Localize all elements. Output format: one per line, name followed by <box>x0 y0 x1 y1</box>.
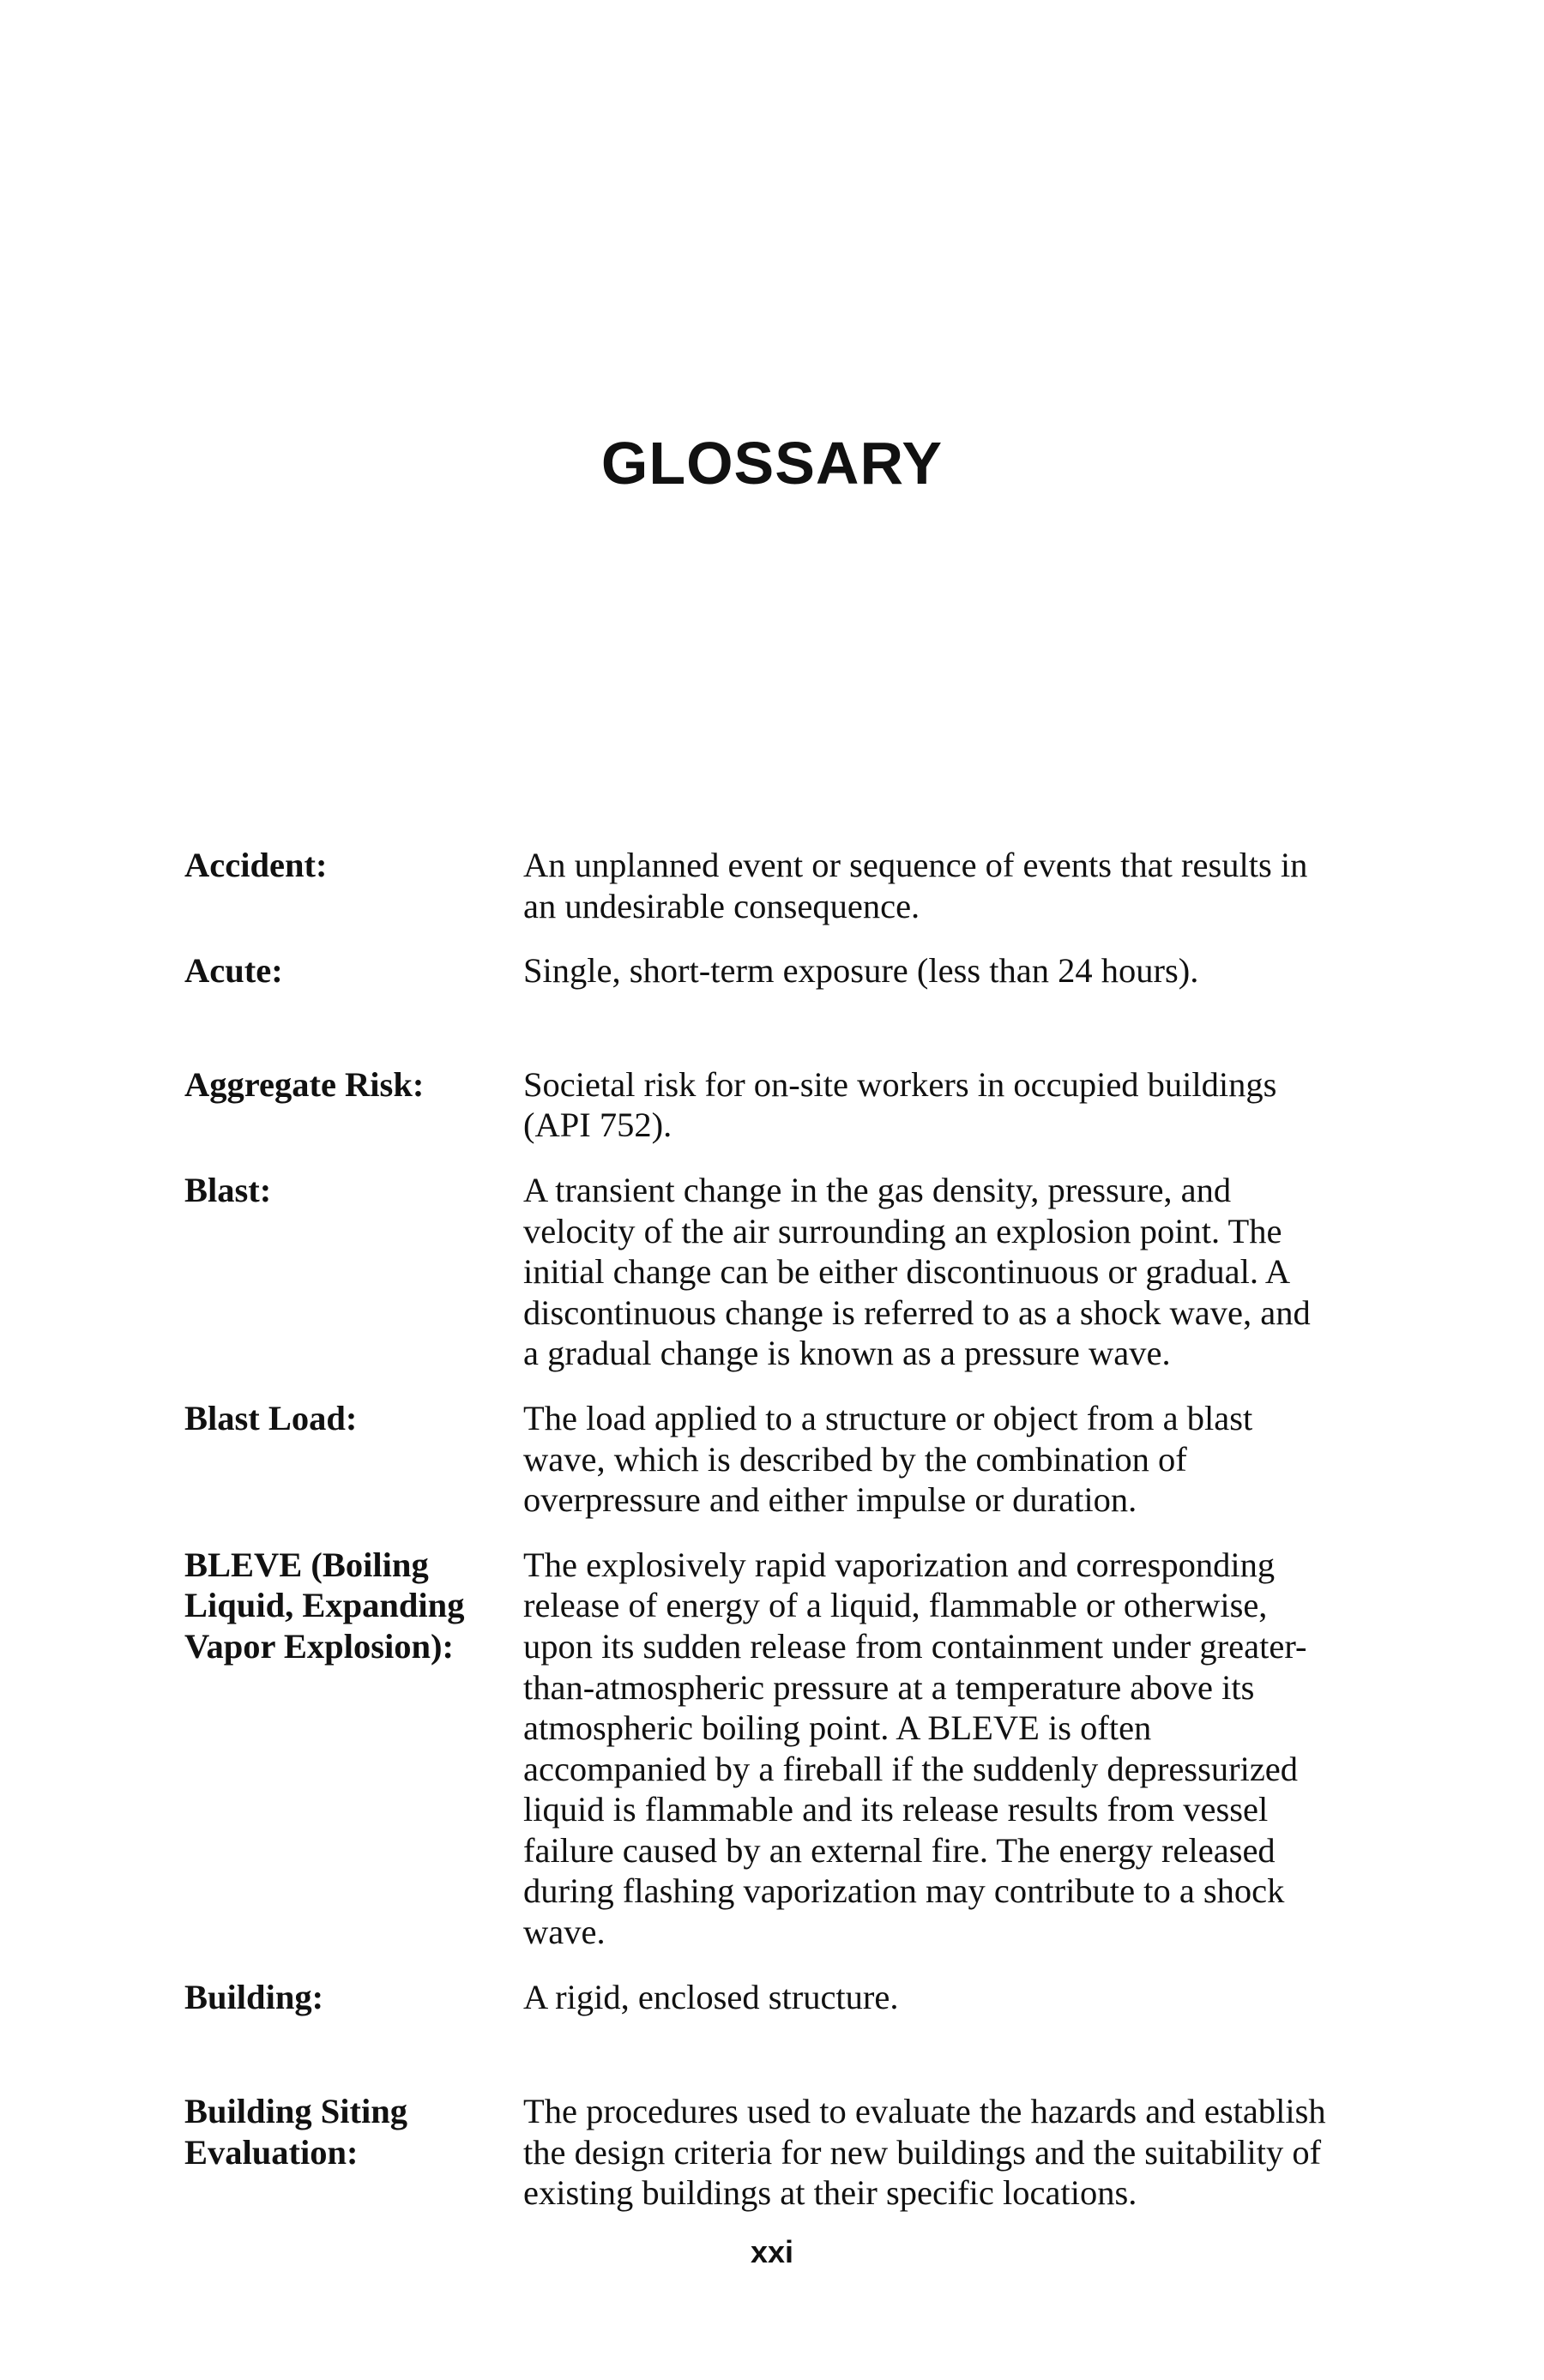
glossary-entry-aggregate-risk <box>184 1064 1385 1146</box>
glossary-entry-blast-load <box>184 1398 1385 1521</box>
glossary-term: Aggregate Risk: <box>184 1064 425 1104</box>
glossary-term: Building Siting Evaluation: <box>184 2092 408 2172</box>
glossary-term: BLEVE (Boiling Liquid, Expanding Vapor Explosion): <box>184 1545 465 1666</box>
glossary-definition: The explosively rapid vaporization and corresponding release of energy of a liquid, flammable or otherwise, upon its sudden release from containment under greater- than-atmospheric pressure at a temperature above its atmospheric boiling point. A BLEVE is often accompanied by a fireball if the suddenly depressurized liquid is flammable and its release results from vessel failure caused by an external fire. The energy released during flashing vaporization may contribute to a shock wave. <box>523 1545 1307 1952</box>
glossary-definition: An unplanned event or sequence of events that results in an undesirable consequence. <box>523 846 1308 925</box>
glossary-term: Acute: <box>184 951 283 991</box>
glossary-term: Building: <box>184 1977 324 2016</box>
page-number: xxi <box>750 2234 794 2269</box>
glossary-definition: The procedures used to evaluate the hazards and establish the design criteria for new buildings and the suitability of existing buildings at their specific locations. <box>523 2092 1326 2213</box>
glossary-definition: Societal risk for on-site workers in occupied buildings (API 752). <box>523 1064 1277 1145</box>
glossary-entry-accident <box>184 845 1385 926</box>
glossary-entry-blast <box>184 1170 1385 1374</box>
glossary-entry-building <box>184 1977 1385 2018</box>
glossary-term: Blast: <box>184 1170 272 1209</box>
glossary-term: Blast Load: <box>184 1398 358 1437</box>
glossary-list <box>184 845 1385 2214</box>
page-title: GLOSSARY <box>600 430 944 497</box>
glossary-entry-bleve <box>184 1545 1385 1953</box>
glossary-definition: The load applied to a structure or object from a blast wave, which is described by the combination of overpressure and either impulse or duration. <box>523 1398 1253 1520</box>
glossary-term: Accident: <box>184 846 328 884</box>
glossary-entry-building-siting-evaluation <box>184 2091 1385 2214</box>
glossary-entry-acute <box>184 950 1385 991</box>
glossary-definition: A transient change in the gas density, pressure, and velocity of the air surrounding an explosion point. The initial change can be either discontinuous or gradual. A discontinuous change is referred to as a shock wave, and a gradual change is known as a pressure wave. <box>523 1170 1311 1373</box>
glossary-definition: A rigid, enclosed structure. <box>523 1977 899 2016</box>
glossary-definition: Single, short-term exposure (less than 24 hours). <box>523 951 1199 991</box>
